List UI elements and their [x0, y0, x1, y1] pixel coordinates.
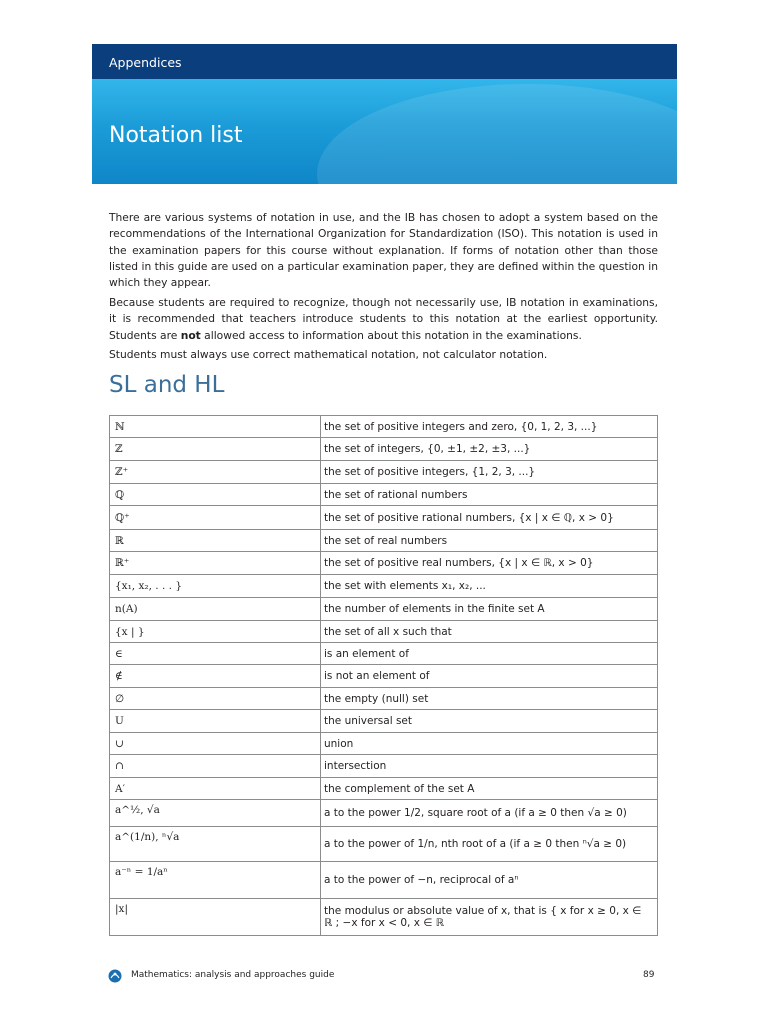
notation-symbol: a^½, √a — [110, 800, 321, 827]
notation-symbol: a⁻ⁿ = 1/aⁿ — [110, 862, 321, 899]
notation-row — [110, 438, 658, 461]
header-bar — [92, 44, 677, 79]
notation-row — [110, 800, 658, 827]
notation-row — [110, 827, 658, 862]
notation-description: the set of positive rational numbers, {x | x ∈ ℚ, x > 0} — [321, 506, 658, 530]
notation-row — [110, 598, 658, 621]
notation-row — [110, 778, 658, 800]
notation-row — [110, 688, 658, 710]
notation-symbol: {x₁, x₂, . . . } — [110, 575, 321, 598]
notation-symbol: ℝ⁺ — [110, 552, 321, 575]
notation-row — [110, 530, 658, 552]
notation-description: union — [321, 733, 658, 755]
footer-title: Mathematics: analysis and approaches guide — [131, 970, 335, 980]
section-heading: SL and HL — [109, 372, 225, 398]
notation-description: a to the power of 1/n, nth root of a (if a ≥ 0 then ⁿ√a ≥ 0) — [321, 827, 658, 862]
notation-symbol: {x | } — [110, 621, 321, 643]
notation-symbol: ℚ — [110, 484, 321, 506]
notation-table — [109, 415, 658, 936]
intro-paragraph-1: There are various systems of notation in use, and the IB has chosen to adopt a system based on the recommendations of the International Organization for Standardization (ISO). This notation is used in the examination papers for this course without explanation. If forms of notation other than those listed in this guide are used on a particular examination paper, they are defined within the question in which they appear. — [109, 211, 658, 290]
notation-symbol: ℕ — [110, 416, 321, 438]
notation-description: the empty (null) set — [321, 688, 658, 710]
notation-symbol: A′ — [110, 778, 321, 800]
banner-glow — [317, 84, 677, 184]
notation-symbol: a^(1/n), ⁿ√a — [110, 827, 321, 862]
notation-description: the set of positive real numbers, {x | x ∈ ℝ, x > 0} — [321, 552, 658, 575]
notation-description: the set of rational numbers — [321, 484, 658, 506]
section-label: Appendices — [109, 55, 182, 70]
notation-symbol: ∪ — [110, 733, 321, 755]
notation-row — [110, 733, 658, 755]
notation-row — [110, 755, 658, 778]
notation-row — [110, 899, 658, 936]
notation-row — [110, 552, 658, 575]
page-title: Notation list — [109, 123, 243, 148]
intro-paragraph-2: Because students are required to recognize, though not necessarily use, IB notation in examinations, it is recommended that teachers introduce students to this notation at the earliest opportunity. Students are not allowed access to information about this notation in the examinations. — [109, 295, 658, 342]
notation-description: is an element of — [321, 643, 658, 665]
notation-description: a to the power 1/2, square root of a (if a ≥ 0 then √a ≥ 0) — [321, 800, 658, 827]
notation-row — [110, 461, 658, 484]
notation-symbol: ℤ — [110, 438, 321, 461]
notation-description: the set of real numbers — [321, 530, 658, 552]
notation-symbol: ℝ — [110, 530, 321, 552]
notation-description: the complement of the set A — [321, 778, 658, 800]
notation-row — [110, 575, 658, 598]
title-banner — [92, 79, 677, 184]
ib-logo-icon — [108, 969, 122, 983]
notation-symbol: ∅ — [110, 688, 321, 710]
notation-row — [110, 506, 658, 530]
notation-description: the set of positive integers and zero, {0, 1, 2, 3, ...} — [321, 416, 658, 438]
notation-description: a to the power of −n, reciprocal of aⁿ — [321, 862, 658, 899]
notation-description: the modulus or absolute value of x, that is { x for x ≥ 0, x ∈ ℝ ; −x for x < 0, x ∈ ℝ — [321, 899, 658, 936]
notation-description: the set of integers, {0, ±1, ±2, ±3, ...} — [321, 438, 658, 461]
page-number: 89 — [643, 970, 655, 980]
notation-symbol: ℤ⁺ — [110, 461, 321, 484]
notation-description: the set of all x such that — [321, 621, 658, 643]
notation-symbol: ∩ — [110, 755, 321, 778]
notation-symbol: ∉ — [110, 665, 321, 688]
notation-description: is not an element of — [321, 665, 658, 688]
notation-row — [110, 710, 658, 733]
notation-description: the universal set — [321, 710, 658, 733]
notation-row — [110, 621, 658, 643]
notation-description: the set with elements x₁, x₂, ... — [321, 575, 658, 598]
intro-paragraph-3: Students must always use correct mathematical notation, not calculator notation. — [109, 348, 548, 362]
notation-description: the number of elements in the finite set A — [321, 598, 658, 621]
notation-symbol: ℚ⁺ — [110, 506, 321, 530]
notation-row — [110, 643, 658, 665]
notation-symbol: ∈ — [110, 643, 321, 665]
notation-symbol: U — [110, 710, 321, 733]
notation-row — [110, 665, 658, 688]
notation-row — [110, 484, 658, 506]
notation-row — [110, 416, 658, 438]
notation-symbol: n(A) — [110, 598, 321, 621]
notation-description: intersection — [321, 755, 658, 778]
notation-symbol: |x| — [110, 899, 321, 936]
intro-text — [109, 210, 658, 367]
notation-row — [110, 862, 658, 899]
notation-description: the set of positive integers, {1, 2, 3, ...} — [321, 461, 658, 484]
